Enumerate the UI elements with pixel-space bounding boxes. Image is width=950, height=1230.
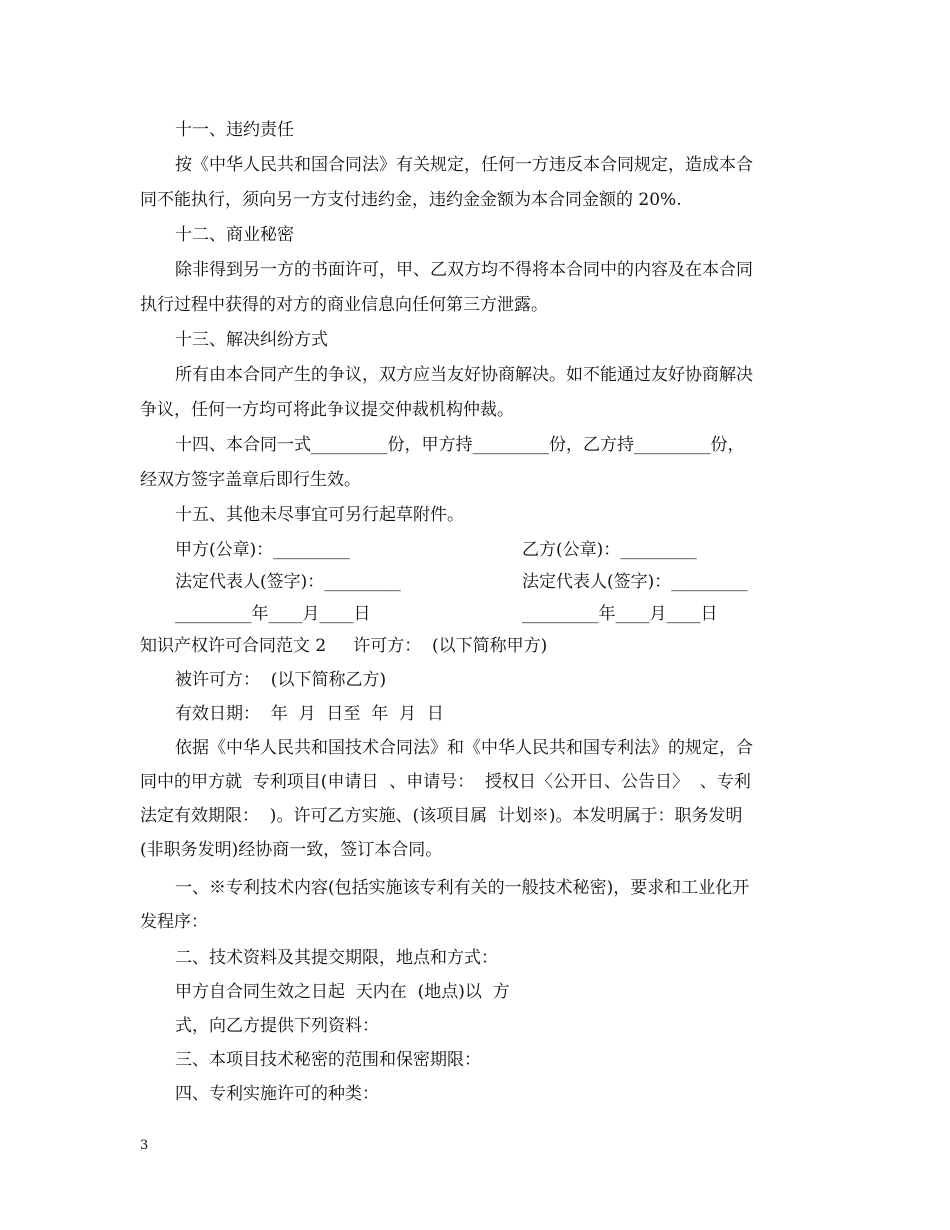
section-heading-disputes: 十三、解决纠纷方式 bbox=[175, 330, 328, 350]
party-b-representative: 法定代表人(签字)：_________ bbox=[522, 572, 748, 592]
paragraph-line: 发程序： bbox=[140, 912, 208, 932]
party-a-representative: 法定代表人(签字)：_________ bbox=[175, 572, 401, 592]
paragraph-line: 执行过程中获得的对方的商业信息向任何第三方泄露。 bbox=[140, 295, 548, 315]
paragraph-line: 四、专利实施许可的种类： bbox=[175, 1084, 379, 1104]
party-a-date: _________年____月____日 bbox=[175, 604, 371, 624]
section-heading-breach: 十一、违约责任 bbox=[175, 120, 294, 140]
paragraph-line: 同中的甲方就 专利项目(申请日 、申请号： 授权日〈公开日、公告日〉 、专利 bbox=[140, 772, 751, 792]
sample-title-line: 知识产权许可合同范文 2 许可方： (以下简称甲方) bbox=[140, 636, 548, 656]
paragraph-line: 一、※专利技术内容(包括实施该专利有关的一般技术秘密)，要求和工业化开 bbox=[175, 878, 750, 898]
party-b-seal: 乙方(公章)：_________ bbox=[522, 540, 697, 560]
paragraph-line: 被许可方： (以下简称乙方) bbox=[175, 670, 387, 690]
party-a-seal: 甲方(公章)：_________ bbox=[175, 540, 350, 560]
paragraph-line: 十五、其他未尽事宜可另行起草附件。 bbox=[175, 505, 464, 525]
paragraph-line: 式，向乙方提供下列资料： bbox=[175, 1016, 379, 1036]
paragraph-line: 三、本项目技术秘密的范围和保密期限： bbox=[175, 1050, 481, 1070]
paragraph-line: 同不能执行，须向另一方支付违约金，违约金金额为本合同金额的 20%. bbox=[140, 190, 682, 210]
section-heading-secrets: 十二、商业秘密 bbox=[175, 225, 294, 245]
paragraph-line: 所有由本合同产生的争议，双方应当友好协商解决。如不能通过友好协商解决 bbox=[175, 365, 753, 385]
paragraph-line: 争议，任何一方均可将此争议提交仲裁机构仲裁。 bbox=[140, 400, 514, 420]
party-b-date: _________年____月____日 bbox=[522, 604, 718, 624]
paragraph-line: 按《中华人民共和国合同法》有关规定，任何一方违反本合同规定，造成本合 bbox=[175, 155, 753, 175]
paragraph-line: (非职务发明)经协商一致，签订本合同。 bbox=[140, 840, 443, 860]
paragraph-line: 依据《中华人民共和国技术合同法》和《中华人民共和国专利法》的规定，合 bbox=[175, 738, 753, 758]
paragraph-line: 十四、本合同一式_________份，甲方持_________份，乙方持_________份， bbox=[175, 435, 745, 455]
page-number: 3 bbox=[140, 1138, 149, 1153]
paragraph-line: 经双方签字盖章后即行生效。 bbox=[140, 470, 361, 490]
paragraph-line: 法定有效期限： )。许可乙方实施、(该项目属 计划※)。本发明属于：职务发明 bbox=[140, 806, 743, 826]
paragraph-line: 甲方自合同生效之日起 天内在 (地点)以 方 bbox=[175, 982, 510, 1002]
paragraph-line: 除非得到另一方的书面许可，甲、乙双方均不得将本合同中的内容及在本合同 bbox=[175, 260, 753, 280]
paragraph-line: 二、技术资料及其提交期限，地点和方式： bbox=[175, 948, 498, 968]
paragraph-line: 有效日期： 年 月 日至 年 月 日 bbox=[175, 704, 444, 724]
